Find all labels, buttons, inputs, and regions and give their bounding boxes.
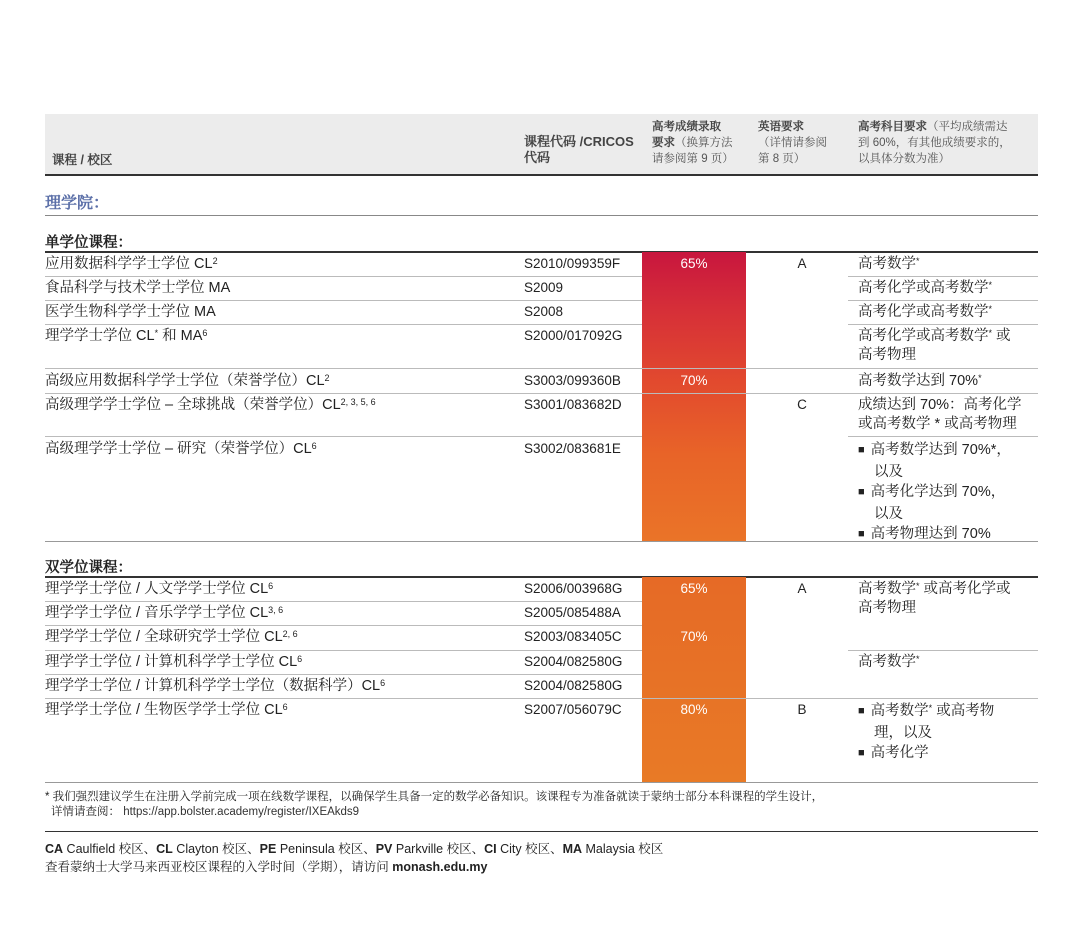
header-subj-line1: 高考科目要求（平均成绩需达 (858, 121, 1008, 133)
subject-requirement: ■ 高考数学达到 70%*， 以及 ■ 高考化学达到 70%， 以及 ■ 高考物理达到 70% (858, 440, 1011, 546)
table-row: 理学学士学位 / 生物医学学士学位 $CL^6$ (45, 702, 288, 718)
header-divider (45, 174, 1038, 176)
campus-legend-line1: CA Caulfield 校区、CL Clayton 校区、PE Peninsula 校区、PV Parkville 校区、CI City 校区、MA Malaysia 校区 (45, 842, 664, 856)
row-divider (45, 782, 1038, 783)
single-degree-title: 单学位课程： (45, 235, 132, 251)
header-code (524, 134, 634, 166)
course-code: S2003/083405C (524, 629, 622, 644)
score-requirement: 70% (680, 373, 708, 388)
single-section-divider (45, 251, 1038, 253)
header-score-line2: 要求（换算方法 (652, 137, 733, 149)
table-row: 食品科学与技术学士学位 MA (45, 280, 231, 296)
monash-link[interactable]: monash.edu.my (392, 860, 488, 874)
campus-legend-line2: 查看蒙纳士大学马来西亚校区课程的入学时间（学期），请访问 monash.edu.my (45, 860, 488, 874)
subject-requirement: 高考数学达到 70%* (858, 373, 982, 389)
table-row: 高级理学学士学位 – 全球挑战（荣誉学位）CL$^{2, 3, 5, 6}$ (45, 397, 376, 413)
course-code: S2007/056079C (524, 702, 622, 717)
table-row: 理学学士学位 / 计算机科学学士学位 $CL^6$ (45, 654, 303, 670)
course-code: S2004/082580G (524, 654, 623, 669)
subject-requirement: 高考数学* 或高考化学或 高考物理 (858, 581, 1011, 616)
table-row: 理学学士学位 CL* 和 $MA^6$ (45, 328, 208, 344)
footnote-line2: 详情请查阅： https://app.bolster.academy/register/IXEAkds9 (51, 806, 360, 818)
course-code: S2010/099359F (524, 256, 621, 271)
row-divider (45, 674, 642, 675)
single-score-bar (642, 252, 746, 542)
footer-divider (45, 831, 1038, 832)
header-score-line3: 请参阅第 9 页） (652, 153, 734, 165)
subject-requirement: 高考化学或高考数学* (858, 280, 993, 296)
row-divider (45, 625, 642, 626)
row-divider (848, 650, 1038, 651)
footnote-line1: * 我们强烈建议学生在注册入学前完成一项在线数学课程，以确保学生具备一定的数学必备知识。该课程专为准备就读于蒙纳士部分本科课程的学生设计， (45, 791, 824, 803)
english-requirement: B (797, 702, 807, 717)
course-code: S2000/017092G (524, 328, 623, 343)
header-score-line1: 高考成绩录取 (652, 121, 721, 133)
table-row: 理学学士学位 / 全球研究学士学位 CL$^{2, 6}$ (45, 629, 298, 645)
subject-requirement: 高考数学* (858, 654, 920, 670)
subject-requirement: 高考化学或高考数学* 或 高考物理 (858, 328, 1011, 363)
course-code: S2005/085488A (524, 605, 621, 620)
subject-requirement: 成绩达到 70%：高考化学 或高考数学 * 或高考物理 (858, 397, 1022, 432)
course-code: S3003/099360B (524, 373, 621, 388)
course-code: S2008 (524, 304, 564, 319)
subject-requirement: 高考数学* (858, 256, 920, 272)
header-eng-line2: （详情请参阅 (758, 137, 827, 149)
row-divider (45, 650, 642, 651)
score-requirement: 65% (680, 581, 708, 596)
table-row: 高级理学学士学位 – 研究（荣誉学位）$CL^6$ (45, 441, 317, 457)
faculty-title: 理学院： (45, 195, 110, 212)
score-requirement: 70% (680, 629, 708, 644)
row-divider (848, 436, 1038, 437)
header-eng-line1: 英语要求 (758, 121, 804, 133)
header-code-line1: 课程代码 /CRICOS (524, 134, 634, 149)
double-degree-title: 双学位课程： (45, 560, 132, 576)
english-requirement: C (797, 397, 807, 412)
english-requirement: A (797, 256, 807, 271)
row-divider (848, 324, 1038, 325)
table-row: 理学学士学位 / 人文学学士学位 $CL^6$ (45, 581, 274, 597)
row-divider (45, 698, 1038, 699)
english-requirement: A (797, 581, 807, 596)
header-english (758, 119, 827, 167)
footnote (45, 790, 1035, 820)
course-code: S3002/083681E (524, 441, 621, 456)
score-requirement: 65% (680, 256, 708, 271)
table-row: 医学生物科学学士学位 MA (45, 304, 216, 320)
table-row: 应用数据科学学士学位 $CL^2$ (45, 256, 218, 272)
header-course: 课程 / 校区 (52, 153, 113, 167)
double-section-divider (45, 576, 1038, 578)
header-subject (858, 119, 1011, 167)
course-code: S2004/082580G (524, 678, 623, 693)
score-requirement: 80% (680, 702, 708, 717)
row-divider (45, 393, 1038, 394)
header-subj-line3: 以具体分数为准） (858, 153, 950, 165)
course-code: S2006/003968G (524, 581, 623, 596)
row-divider (848, 276, 1038, 277)
row-divider (45, 368, 1038, 369)
table-row: 理学学士学位 / 计算机科学学士学位（数据科学）$CL^6$ (45, 678, 386, 694)
subject-requirement: 高考化学或高考数学* (858, 304, 993, 320)
row-divider (45, 324, 642, 325)
row-divider (45, 300, 642, 301)
row-divider (45, 276, 642, 277)
subject-requirement: ■ 高考数学* 或高考物 理，以及 ■ 高考化学 (858, 701, 994, 765)
row-divider (45, 601, 642, 602)
row-divider (45, 436, 642, 437)
table-row: 理学学士学位 / 音乐学学士学位 CL$^{3, 6}$ (45, 605, 284, 621)
header-score (652, 119, 734, 167)
campus-legend (45, 840, 663, 876)
course-code: S3001/083682D (524, 397, 622, 412)
faculty-divider (45, 215, 1038, 216)
header-eng-line3: 第 8 页） (758, 153, 806, 165)
header-code-line2: 代码 (524, 150, 551, 165)
table-row: 高级应用数据科学学士学位（荣誉学位）$CL^2$ (45, 373, 330, 389)
row-divider (848, 300, 1038, 301)
double-score-bar (642, 577, 746, 783)
header-subj-line2: 到 60%，有其他成绩要求的， (858, 137, 1011, 149)
course-code: S2009 (524, 280, 564, 295)
footnote-link[interactable]: https://app.bolster.academy/register/IXEAkds9 (123, 806, 360, 818)
